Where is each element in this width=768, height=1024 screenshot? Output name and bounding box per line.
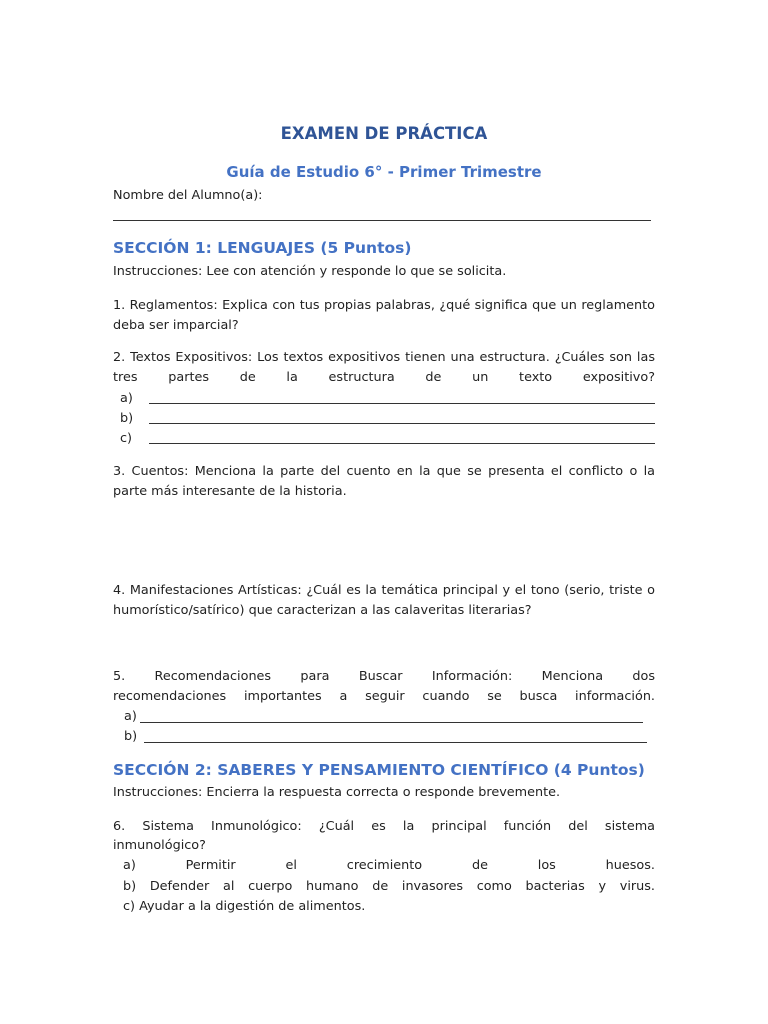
- question-2-line-1: 2. Textos Expositivos: Los textos expositivos tienen una estructura. ¿Cuáles son las: [113, 350, 655, 365]
- student-name-line[interactable]: [113, 220, 651, 221]
- question-4: 4. Manifestaciones Artísticas: ¿Cuál es la temática principal y el tono (serio, triste o humorístico/satírico) que caracterizan a las calaveritas literarias?: [113, 583, 655, 618]
- question-5-line-2: recomendaciones importantes a seguir cuando se busca información.: [113, 689, 655, 704]
- question-6-line-2: inmunológico?: [113, 838, 206, 853]
- question-5-option-a-label: a): [124, 709, 137, 724]
- question-2-answer-c-line[interactable]: [149, 443, 655, 444]
- document-subtitle: Guía de Estudio 6° - Primer Trimestre: [226, 163, 542, 181]
- question-5-answer-b-line[interactable]: [144, 742, 647, 743]
- question-6-option-b[interactable]: b) Defender al cuerpo humano de invasores como bacterias y virus.: [123, 879, 655, 894]
- section-1-heading: SECCIÓN 1: LENGUAJES (5 Puntos): [113, 239, 412, 257]
- question-2-option-a-label: a): [120, 391, 133, 406]
- question-2-answer-b-line[interactable]: [149, 423, 655, 424]
- question-5-option-b-label: b): [124, 729, 138, 744]
- question-2-option-b-label: b): [120, 411, 134, 426]
- section-2-heading: SECCIÓN 2: SABERES Y PENSAMIENTO CIENTÍFICO (4 Puntos): [113, 761, 645, 779]
- question-5-answer-a-line[interactable]: [140, 722, 643, 723]
- section-1-instructions: Instrucciones: Lee con atención y responde lo que se solicita.: [113, 264, 507, 279]
- document-title: EXAMEN DE PRÁCTICA: [280, 124, 488, 143]
- question-1: 1. Reglamentos: Explica con tus propias palabras, ¿qué significa que un reglamento deba ser imparcial?: [113, 298, 655, 333]
- question-2-option-c-label: c): [120, 431, 133, 446]
- question-6-option-c[interactable]: c) Ayudar a la digestión de alimentos.: [123, 899, 366, 914]
- section-2-instructions: Instrucciones: Encierra la respuesta correcta o responde brevemente.: [113, 785, 561, 800]
- question-5-line-1: 5. Recomendaciones para Buscar Información: Menciona dos: [113, 669, 655, 684]
- question-3: 3. Cuentos: Menciona la parte del cuento en la que se presenta el conflicto o la parte más interesante de la historia.: [113, 464, 655, 499]
- student-name-label: Nombre del Alumno(a):: [113, 188, 263, 203]
- question-2-answer-a-line[interactable]: [149, 403, 655, 404]
- question-6-option-a[interactable]: a) Permitir el crecimiento de los huesos.: [123, 858, 655, 873]
- question-2-line-2: tres partes de la estructura de un texto expositivo?: [113, 370, 655, 385]
- question-6-line-1: 6. Sistema Inmunológico: ¿Cuál es la principal función del sistema: [113, 819, 655, 834]
